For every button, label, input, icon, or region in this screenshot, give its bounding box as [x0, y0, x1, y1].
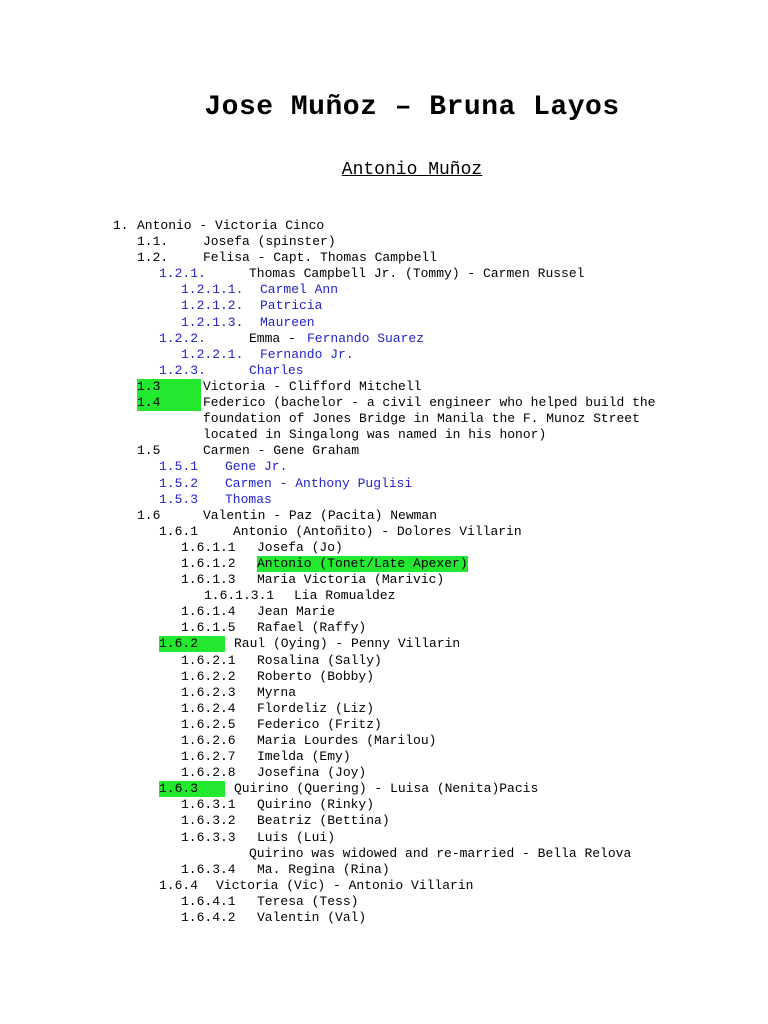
item-number: 1.6.2.4	[181, 700, 236, 716]
item-text: Rafael (Raffy)	[257, 620, 367, 636]
item-text-highlighted: Antonio (Tonet/Late Apexer)	[257, 555, 468, 571]
item-text: Josefina (Joy)	[257, 765, 367, 781]
item-number: 1.6.2.2	[181, 668, 236, 684]
item-number: 1.6.4.2	[181, 910, 236, 926]
item-number: 1.6.2.1	[181, 652, 236, 668]
item-text: Beatriz (Bettina)	[257, 813, 390, 829]
item-text: Valentin (Val)	[257, 910, 367, 926]
item-number-highlighted: 1.3	[137, 379, 201, 395]
item-text: Antonio (Antoñito) - Dolores Villarin	[233, 523, 522, 539]
item-text: Teresa (Tess)	[257, 893, 359, 909]
item-number: 1.2.2.1.	[181, 346, 244, 362]
tree-line	[0, 604, 768, 620]
item-number: 1.6.1.3.1	[204, 588, 275, 604]
item-text: Carmel Ann	[260, 282, 339, 298]
item-text: Patricia	[260, 298, 323, 314]
item-number: 1.2.1.	[159, 266, 206, 282]
tree-line	[0, 379, 768, 395]
tree-line	[0, 266, 768, 282]
item-number: 1.2.3.	[159, 362, 206, 378]
item-number: 1.6.1.4	[181, 604, 236, 620]
item-number: 1.5.2	[159, 475, 199, 491]
item-number: 1.6	[137, 507, 161, 523]
document-subtitle: Antonio Muñoz	[341, 160, 483, 180]
tree-line	[0, 717, 768, 733]
item-text: Antonio - Victoria Cinco	[137, 218, 325, 233]
item-text: Victoria (Vic) - Antonio Villarin	[216, 877, 474, 893]
item-text: Charles	[249, 362, 304, 378]
item-number: 1.6.1.2	[181, 555, 236, 571]
item-number: 1.6.2.3	[181, 684, 236, 700]
tree-line	[0, 363, 768, 379]
item-text-spouse: Fernando Suarez	[307, 330, 425, 346]
item-text: Josefa (spinster)	[203, 234, 336, 250]
item-number: 1.6.3.2	[181, 813, 236, 829]
item-text: Carmen - Anthony Puglisi	[225, 475, 413, 491]
item-number: 1.6.4	[159, 877, 199, 893]
tree-line	[0, 331, 768, 347]
item-number: 1.6.1	[159, 523, 199, 539]
tree-line	[0, 298, 768, 314]
tree-line	[0, 572, 768, 588]
item-text: foundation of Jones Bridge in Manila the F. Munoz Street	[203, 411, 640, 427]
tree-line	[0, 749, 768, 765]
item-number: 1.2.1.3.	[181, 314, 244, 330]
tree-line	[0, 234, 768, 250]
item-number: 1.2.	[137, 250, 169, 266]
item-number: 1.5	[137, 443, 161, 459]
tree-line	[0, 669, 768, 685]
item-number: 1.2.1.2.	[181, 298, 244, 314]
item-text: Josefa (Jo)	[257, 539, 343, 555]
item-number: 1.6.2.8	[181, 765, 236, 781]
item-number: 1.6.1.1	[181, 539, 236, 555]
item-text: Quirino (Rinky)	[257, 797, 375, 813]
tree-line	[0, 315, 768, 331]
tree-line	[0, 492, 768, 508]
tree-line	[0, 395, 768, 411]
item-text: Federico (bachelor - a civil engineer who helped build the	[203, 395, 656, 411]
tree-line	[0, 620, 768, 636]
tree-line	[0, 459, 768, 475]
item-text: Valentin - Paz (Pacita) Newman	[203, 507, 438, 523]
item-number: 1.6.2.6	[181, 733, 236, 748]
item-number: 1.6.3.4	[181, 861, 236, 877]
tree-line	[0, 540, 768, 556]
item-note: Quirino was widowed and re-married - Bella Relova	[249, 845, 632, 861]
tree-line	[0, 347, 768, 363]
item-text: Maria Victoria (Marivic)	[257, 572, 445, 588]
item-text: Luis (Lui)	[257, 829, 336, 845]
document-title: Jose Muñoz – Bruna Layos	[204, 92, 620, 123]
tree-line	[0, 411, 768, 427]
tree-line	[0, 765, 768, 781]
item-number: 1.6.3.1	[181, 797, 236, 813]
tree-line	[0, 443, 768, 459]
tree-line	[0, 733, 768, 749]
item-number: 1.6.2.5	[181, 716, 236, 732]
tree-line	[0, 701, 768, 717]
tree-line	[0, 813, 768, 829]
tree-line	[0, 797, 768, 813]
tree-line	[0, 862, 768, 878]
tree-line	[0, 588, 768, 604]
tree-line	[0, 781, 768, 797]
family-tree	[0, 218, 768, 926]
item-number-highlighted: 1.6.3	[159, 781, 225, 797]
tree-line	[0, 508, 768, 524]
item-number: 1.2.2.	[159, 330, 206, 346]
item-text: Carmen - Gene Graham	[203, 443, 360, 459]
item-text: Imelda (Emy)	[257, 749, 351, 765]
item-text: Roberto (Bobby)	[257, 668, 375, 684]
item-number: 1.6.1.5	[181, 620, 236, 636]
item-text: Thomas Campbell Jr. (Tommy) - Carmen Russel	[249, 266, 585, 282]
item-number: 1.6.4.1	[181, 893, 236, 909]
tree-line	[0, 894, 768, 910]
tree-line	[0, 524, 768, 540]
item-text: Maureen	[260, 314, 315, 330]
item-text: Maria Lourdes (Marilou)	[257, 733, 437, 748]
item-text: Thomas	[225, 491, 272, 507]
item-number: 1.2.1.1.	[181, 282, 244, 298]
item-text: Rosalina (Sally)	[257, 652, 382, 668]
item-text: Ma. Regina (Rina)	[257, 861, 390, 877]
tree-line	[0, 218, 768, 234]
tree-line	[0, 556, 768, 572]
item-number: 1.	[113, 218, 129, 233]
item-text: Federico (Fritz)	[257, 716, 382, 732]
item-text: Gene Jr.	[225, 459, 288, 475]
item-text: Quirino (Quering) - Luisa (Nenita)Pacis	[234, 781, 539, 797]
item-text: Flordeliz (Liz)	[257, 700, 375, 716]
item-number: 1.6.1.3	[181, 572, 236, 588]
tree-line	[0, 830, 768, 846]
tree-line	[0, 878, 768, 894]
tree-line	[0, 846, 768, 862]
item-number: 1.1.	[137, 234, 169, 250]
item-number: 1.6.2.7	[181, 749, 236, 765]
tree-line	[0, 910, 768, 926]
tree-line	[0, 427, 768, 443]
item-number: 1.6.3.3	[181, 829, 236, 845]
item-text: Myrna	[257, 684, 297, 700]
item-text: Fernando Jr.	[260, 346, 354, 362]
item-text: Emma -	[249, 330, 296, 346]
item-number-highlighted: 1.6.2	[159, 636, 225, 652]
tree-line	[0, 476, 768, 492]
item-text: Victoria - Clifford Mitchell	[203, 378, 422, 394]
item-number: 1.5.3	[159, 491, 199, 507]
tree-line	[0, 653, 768, 669]
tree-line	[0, 250, 768, 266]
tree-line	[0, 282, 768, 298]
item-text: located in Singalong was named in his honor)	[203, 427, 547, 443]
item-number: 1.5.1	[159, 459, 199, 475]
item-text: Raul (Oying) - Penny Villarin	[234, 636, 461, 652]
item-text: Felisa - Capt. Thomas Campbell	[203, 250, 438, 266]
tree-line	[0, 685, 768, 701]
item-number-highlighted: 1.4	[137, 395, 201, 411]
tree-line	[0, 636, 768, 652]
item-text: Lia Romualdez	[294, 588, 396, 604]
item-text: Jean Marie	[257, 604, 336, 620]
